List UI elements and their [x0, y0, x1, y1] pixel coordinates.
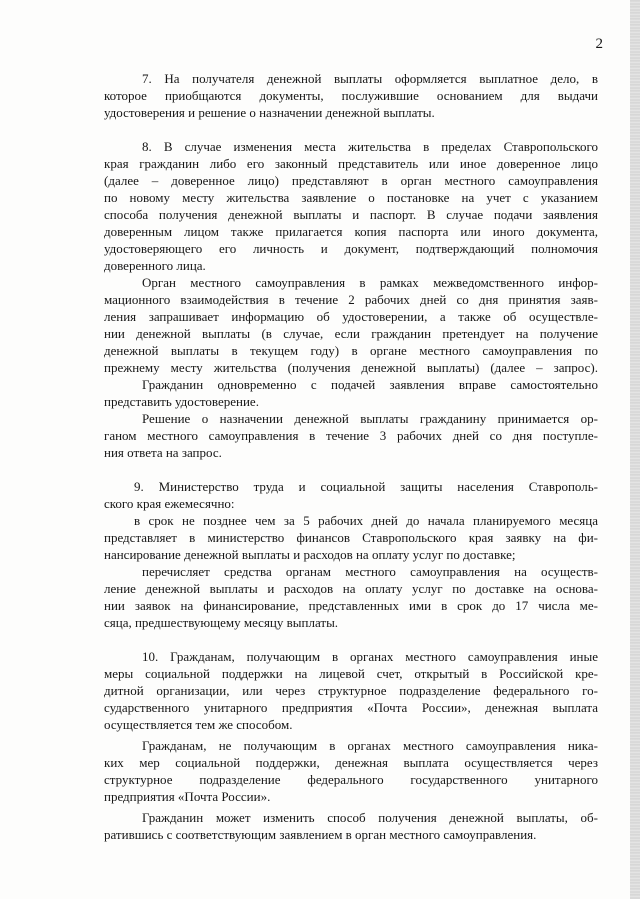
text-line: 9. Министерство труда и социальной защиты населения Ставрополь-: [134, 479, 598, 494]
text-line: представить удостоверение.: [104, 394, 259, 409]
text-line: сударственного унитарного предприятия «Почта России», денежная выплата: [104, 700, 598, 715]
text-line: осуществляется тем же способом.: [104, 717, 293, 732]
text-line: ких мер социальной поддержки, денежная выплата осуществляется через: [104, 755, 598, 770]
text-line: Гражданин одновременно с подачей заявления вправе самостоятельно: [142, 377, 598, 392]
text-line: края гражданин либо его законный представитель или иное доверенное лицо: [104, 156, 598, 171]
text-line: по новому месту жительства заявление о постановке на учет с указанием: [104, 190, 598, 205]
text-line: ления запрашивает информацию об удостоверении, а также об осуществле-: [104, 309, 598, 324]
text-line: мационного взаимодействия в течение 2 рабочих дней со дня принятия заяв-: [104, 292, 598, 307]
text-line: ского края ежемесячно:: [104, 496, 235, 511]
text-line: дитной организации, или через структурное подразделение федерального го-: [104, 683, 598, 698]
text-line: структурное подразделение федерального государственного унитарного: [104, 772, 598, 787]
text-line: представляет в министерство финансов Ставропольского края заявку на фи-: [104, 530, 598, 545]
text-line: удостоверения и решение о назначении денежной выплаты.: [104, 105, 435, 120]
scan-edge: [630, 0, 640, 899]
text-line: ганом местного самоуправления в течение 3 рабочих дней со дня поступле-: [104, 428, 598, 443]
text-line: перечисляет средства органам местного самоуправления на осуществ-: [142, 564, 598, 579]
text-line: в срок не позднее чем за 5 рабочих дней до начала планируемого месяца: [134, 513, 598, 528]
text-line: сяца, предшествующему месяцу выплаты.: [104, 615, 339, 630]
text-line: способа получения денежной выплаты и паспорт. В случае подачи заявления: [104, 207, 598, 222]
text-line: Гражданин может изменить способ получения денежной выплаты, об-: [142, 810, 598, 825]
text-line: доверенного лица.: [104, 258, 206, 273]
text-line: нии денежной выплаты (в случае, если гражданин претендует на получение: [104, 326, 598, 341]
text-line: ратившись с соответствующим заявлением в орган местного самоуправления.: [104, 827, 537, 842]
text-line: предприятия «Почта России».: [104, 789, 271, 804]
text-line: Гражданам, не получающим в органах местного самоуправления ника-: [142, 738, 598, 753]
text-line: денежной выплаты в текущем году) в органе местного самоуправления по: [104, 343, 598, 358]
text-line: 8. В случае изменения места жительства в пределах Ставропольского: [142, 139, 598, 154]
text-line: ния ответа на запрос.: [104, 445, 222, 460]
text-line: нии заявок на финансирование, представленных ими в срок до 17 числа ме-: [104, 598, 598, 613]
text-line: ление денежной выплаты и расходов на оплату услуг по доставке на основа-: [104, 581, 598, 596]
text-line: удостоверяющего его личность и документ, подтверждающий полномочия: [104, 241, 598, 256]
text-line: Решение о назначении денежной выплаты гражданину принимается ор-: [142, 411, 598, 426]
text-line: 7. На получателя денежной выплаты оформляется выплатное дело, в: [142, 71, 598, 86]
text-line: доверенным лицом также прилагается копия паспорта или иного документа,: [104, 224, 598, 239]
text-line: которое приобщаются документы, послужившие основанием для выдачи: [104, 88, 598, 103]
text-line: прежнему месту жительства (получения денежной выплаты) (далее – запрос).: [104, 360, 598, 375]
text-line: Орган местного самоуправления в рамках межведомственного инфор-: [142, 275, 598, 290]
text-line: (далее – доверенное лицо) представляют в орган местного самоуправления: [104, 173, 598, 188]
text-line: 10. Гражданам, получающим в органах местного самоуправления иные: [142, 649, 598, 664]
page-number: 2: [595, 36, 603, 52]
text-line: меры социальной поддержки на лицевой счет, открытый в Российской кре-: [104, 666, 598, 681]
text-line: нансирование денежной выплаты и расходов на оплату услуг по доставке;: [104, 547, 516, 562]
